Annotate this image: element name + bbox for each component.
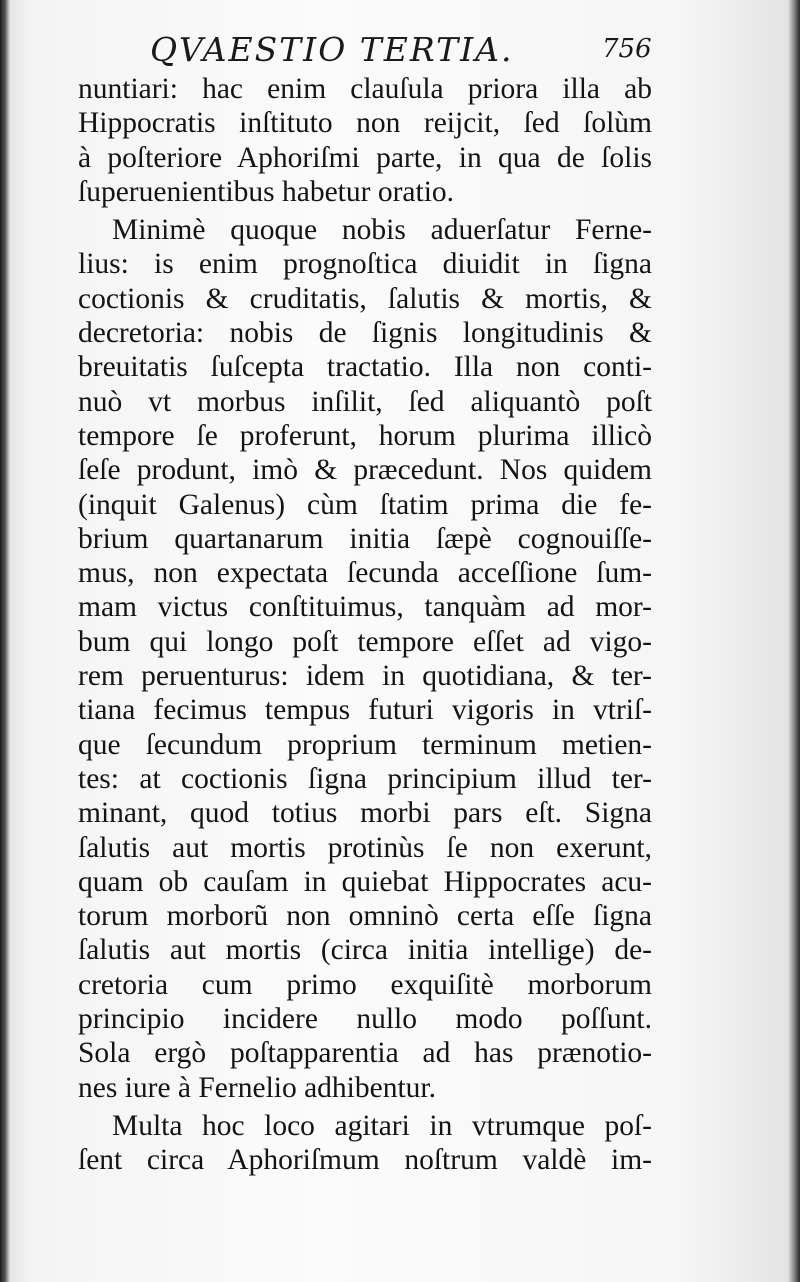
- running-title: QVAESTIO TERTIA.: [150, 30, 514, 69]
- paragraph: [78, 1109, 652, 1178]
- text-line: ſeſe produnt, imò & præcedunt. Nos quidem: [78, 454, 652, 487]
- text-line: ſuperuenientibus habetur oratio.: [78, 175, 455, 208]
- body-text: [78, 72, 652, 1178]
- text-line: lius: is enim prognoſtica diuidit in ſigna: [78, 248, 652, 281]
- text-line: nuntiari: hac enim clauſula priora illa ab: [78, 73, 652, 105]
- text-line: ſalutis aut mortis (circa initia intellige) de-: [78, 934, 652, 967]
- text-line: Hippocratis inſtituto non reijcit, ſed ſolùm: [78, 107, 652, 140]
- text-line: ſalutis aut mortis protinùs ſe non exerunt,: [78, 831, 652, 864]
- text-line: tes: at coctionis ſigna principium illud ter-: [78, 762, 652, 795]
- page-left-edge-shadow: [0, 0, 10, 1282]
- text-line: coctionis & cruditatis, ſalutis & mortis, &: [78, 282, 652, 315]
- text-line: mus, non expectata ſecunda acceſſione ſum-: [78, 557, 652, 590]
- text-line: breuitatis ſuſcepta tractatio. Illa non conti-: [78, 351, 652, 384]
- text-line: minant, quod totius morbi pars eſt. Signa: [78, 797, 652, 830]
- text-line: torum morborũ non omninò certa eſſe ſigna: [78, 900, 652, 933]
- text-line: mam victus conſtituimus, tanquàm ad mor-: [78, 591, 652, 624]
- text-line: decretoria: nobis de ſignis longitudinis &: [78, 317, 652, 350]
- text-line: que ſecundum proprium terminum metien-: [78, 728, 652, 761]
- page-number: 756: [602, 34, 652, 64]
- paragraph: [78, 72, 652, 209]
- text-line: Multa hoc loco agitari in vtrumque poſ-: [112, 1109, 652, 1142]
- text-line: Minimè quoque nobis aduerſatur Ferne-: [112, 214, 652, 247]
- text-line: cretoria cum primo exquiſitè morborum: [78, 968, 652, 1001]
- text-line: brium quartanarum initia ſæpè cognouiſſe-: [78, 522, 652, 555]
- text-line: ſent circa Aphoriſmum noſtrum valdè im-: [78, 1144, 652, 1177]
- text-line: (inquit Galenus) cùm ſtatim prima die fe-: [78, 488, 652, 521]
- page-right-edge-shadow: [788, 0, 800, 1282]
- text-line: quam ob cauſam in quiebat Hippocrates acu-: [78, 865, 652, 898]
- text-line: à poſteriore Aphoriſmi parte, in qua de ſolis: [78, 141, 652, 174]
- text-line: nes iure à Fernelio adhibentur.: [78, 1071, 436, 1104]
- text-line: tempore ſe proferunt, horum plurima illicò: [78, 419, 652, 452]
- text-line: bum qui longo poſt tempore eſſet ad vigo-: [78, 625, 652, 658]
- paragraph: [78, 213, 652, 1105]
- text-line: tiana fecimus tempus futuri vigoris in vtriſ-: [78, 694, 652, 727]
- text-line: nuò vt morbus inſilit, ſed aliquantò poſt: [78, 385, 652, 418]
- text-line: principio incidere nullo modo poſſunt.: [78, 1003, 652, 1036]
- text-line: rem peruenturus: idem in quotidiana, & ter-: [78, 660, 652, 693]
- text-line: Sola ergò poſtapparentia ad has prænotio-: [78, 1037, 652, 1070]
